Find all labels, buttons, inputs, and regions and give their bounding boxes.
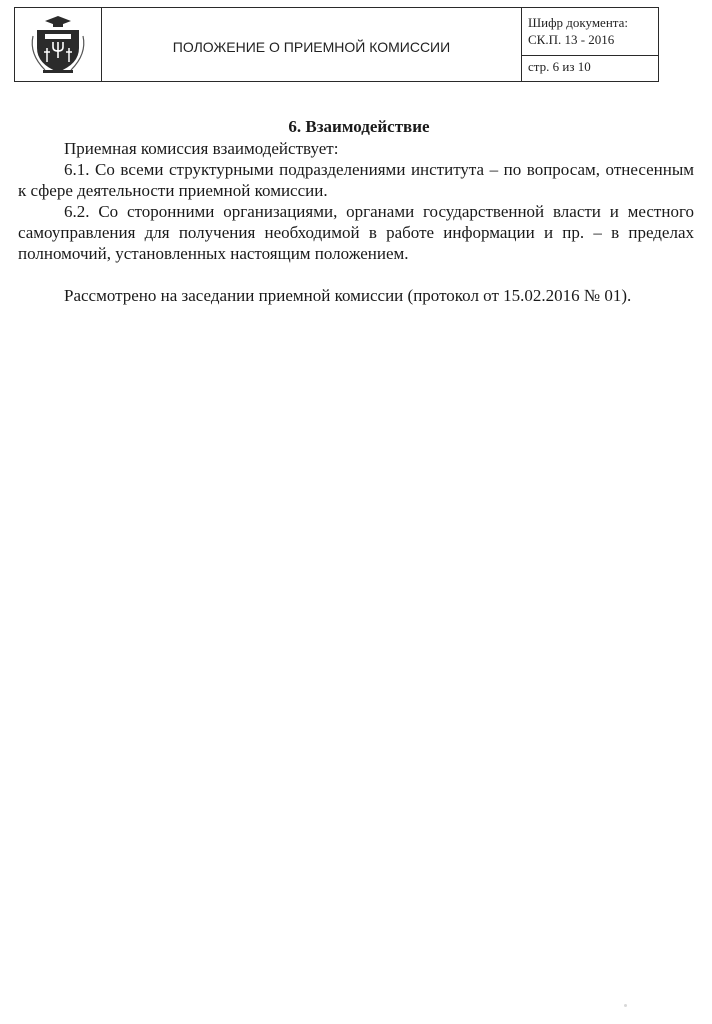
section-item-6-1: 6.1. Со всеми структурными подразделениями института – по вопросам, отнесенным к сфере деятельности приемной комиссии. bbox=[18, 160, 694, 200]
document-code-value: СК.П. 13 - 2016 bbox=[528, 32, 615, 47]
document-code-cell bbox=[522, 8, 658, 81]
document-code-label: Шифр документа: bbox=[528, 15, 628, 30]
document-code bbox=[522, 8, 658, 56]
page-number: стр. 6 из 10 bbox=[528, 59, 591, 74]
document-body bbox=[18, 116, 694, 306]
paragraph-gap bbox=[18, 264, 694, 285]
scan-artifact bbox=[624, 1004, 627, 1007]
section-heading: 6. Взаимодействие bbox=[288, 117, 430, 136]
section-intro: Приемная комиссия взаимодействует: bbox=[64, 139, 339, 158]
review-note: Рассмотрено на заседании приемной комиссии (протокол от 15.02.2016 № 01). bbox=[64, 286, 632, 305]
document-header bbox=[14, 7, 659, 82]
institute-emblem-icon bbox=[25, 14, 91, 76]
document-title: ПОЛОЖЕНИЕ О ПРИЕМНОЙ КОМИССИИ bbox=[102, 8, 522, 81]
logo-cell bbox=[15, 8, 102, 81]
section-item-6-2: 6.2. Со сторонними организациями, органами государственной власти и местного самоуправления для получения необходимой в работе информации и пр. – в пределах полномочий, установленных настоящим положением. bbox=[18, 202, 694, 263]
